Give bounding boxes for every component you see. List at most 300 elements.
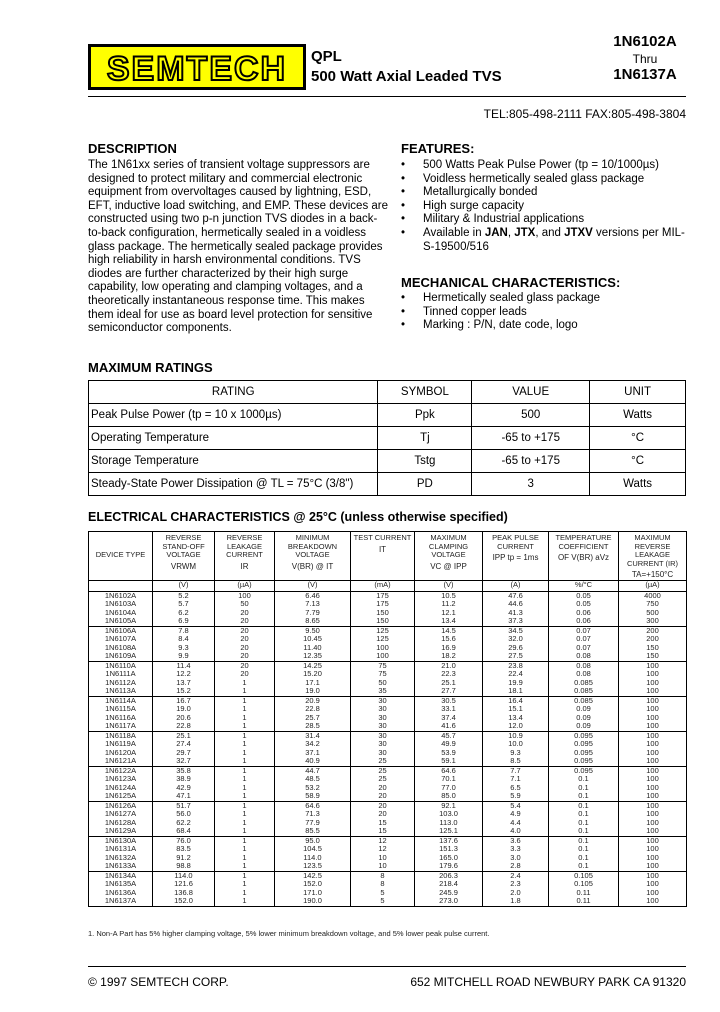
ec-col-label: REVERSE LEAKAGE CURRENT (226, 533, 263, 559)
ec-cell: 41.6 (415, 722, 483, 731)
ec-cell: 35.8 (153, 766, 215, 775)
ec-cell: 1 (215, 679, 275, 688)
ec-col-symbol: IT (378, 544, 387, 554)
ec-cell: 100 (619, 775, 687, 784)
ec-cell: 0.06 (549, 617, 619, 626)
ec-cell: 10.5 (415, 591, 483, 600)
ec-cell: 1 (215, 871, 275, 880)
ec-cell: 152.0 (153, 897, 215, 906)
ec-cell: 100 (215, 591, 275, 600)
ec-cell: 20 (351, 801, 415, 810)
table-row (89, 427, 686, 450)
ec-cell: 175 (351, 591, 415, 600)
ec-cell: 28.5 (275, 722, 351, 731)
ec-cell: 8.65 (275, 617, 351, 626)
ec-cell: 0.1 (549, 854, 619, 863)
ec-cell: 206.3 (415, 871, 483, 880)
ec-cell: 1N6103A (89, 600, 153, 609)
ec-cell: 1N6131A (89, 845, 153, 854)
ec-cell: 1N6111A (89, 670, 153, 679)
ec-cell: 12.1 (415, 609, 483, 618)
ec-cell: 62.2 (153, 819, 215, 828)
ec-cell: 1N6121A (89, 757, 153, 766)
ec-cell: 20 (351, 810, 415, 819)
value-cell: -65 to +175 (472, 450, 590, 473)
ec-cell: 1N6110A (89, 661, 153, 670)
ec-unit-cell (89, 580, 153, 591)
feature-item: • Military & Industrial applications (401, 213, 691, 227)
mechanical-item: • Marking : P/N, date code, logo (401, 319, 691, 333)
ec-cell: 40.9 (275, 757, 351, 766)
ec-cell: 0.1 (549, 827, 619, 836)
ec-cell: 30 (351, 749, 415, 758)
ec-cell: 56.0 (153, 810, 215, 819)
ec-cell: 27.5 (483, 652, 549, 661)
ec-cell: 500 (619, 609, 687, 618)
ec-cell: 0.095 (549, 757, 619, 766)
ec-cell: 7.79 (275, 609, 351, 618)
ec-cell: 2.8 (483, 862, 549, 871)
qual-sep1: , (507, 226, 515, 239)
ec-cell: 25 (351, 775, 415, 784)
ec-cell: 32.7 (153, 757, 215, 766)
ec-cell: 0.105 (549, 871, 619, 880)
ec-cell: 100 (619, 897, 687, 906)
ec-cell: 20 (351, 792, 415, 801)
semtech-logo (88, 44, 306, 90)
ec-cell: 47.6 (483, 591, 549, 600)
ec-cell: 1N6137A (89, 897, 153, 906)
ec-cell: 0.085 (549, 679, 619, 688)
ec-cell: 2.4 (483, 871, 549, 880)
features-list (401, 159, 691, 254)
ec-cell: 20 (215, 661, 275, 670)
ec-cell: 75 (351, 661, 415, 670)
ec-cell: 1 (215, 722, 275, 731)
ec-cell: 100 (619, 731, 687, 740)
ec-cell: 100 (619, 714, 687, 723)
ec-cell: 1N6132A (89, 854, 153, 863)
ec-cell: 1N6135A (89, 880, 153, 889)
ec-cell: 5.4 (483, 801, 549, 810)
ec-cell: 0.11 (549, 897, 619, 906)
ec-cell: 100 (619, 827, 687, 836)
ec-cell: 38.9 (153, 775, 215, 784)
ec-cell: 100 (619, 792, 687, 801)
col-header-rating: RATING (89, 381, 378, 404)
ec-cell: 0.09 (549, 705, 619, 714)
ec-cell: 11.40 (275, 644, 351, 653)
ec-col-label: DEVICE TYPE (95, 550, 146, 559)
rating-cell: Peak Pulse Power (tp = 10 x 1000µs) (89, 404, 378, 427)
ec-cell: 0.07 (549, 635, 619, 644)
ec-cell: 30 (351, 731, 415, 740)
features-title: FEATURES: (401, 141, 475, 156)
ec-cell: 0.06 (549, 609, 619, 618)
ec-cell: 3.0 (483, 854, 549, 863)
table-row (89, 687, 687, 696)
contact-line: TEL:805-498-2111 FAX:805-498-3804 (483, 107, 686, 121)
ec-cell: 8 (351, 871, 415, 880)
col-header-value: VALUE (472, 381, 590, 404)
ec-col-symbol: TA=+150°C (631, 570, 674, 579)
ec-cell: 6.5 (483, 784, 549, 793)
ec-cell: 1N6134A (89, 871, 153, 880)
ec-cell: 13.4 (483, 714, 549, 723)
ec-cell: 750 (619, 600, 687, 609)
ec-cell: 0.08 (549, 670, 619, 679)
ec-cell: 1N6127A (89, 810, 153, 819)
col-header-unit: UNIT (590, 381, 686, 404)
ec-cell: 103.0 (415, 810, 483, 819)
ec-cell: 1 (215, 897, 275, 906)
symbol-cell: Tstg (378, 450, 472, 473)
ec-cell: 27.7 (415, 687, 483, 696)
ec-cell: 22.8 (153, 722, 215, 731)
value-cell: 3 (472, 473, 590, 496)
ec-cell: 150 (619, 652, 687, 661)
ec-cell: 1 (215, 836, 275, 845)
rating-cell: Steady-State Power Dissipation @ TL = 75°C (3/8") (89, 473, 378, 496)
ec-cell: 16.9 (415, 644, 483, 653)
ec-cell: 100 (619, 862, 687, 871)
ec-unit-cell: (µA) (215, 580, 275, 591)
ec-cell: 5 (351, 897, 415, 906)
ec-col-symbol: OF V(BR) aVz (557, 553, 610, 562)
ec-col-header (415, 532, 483, 581)
ec-cell: 165.0 (415, 854, 483, 863)
ec-cell: 20 (215, 626, 275, 635)
ec-cell: 68.4 (153, 827, 215, 836)
part-number-to: 1N6137A (613, 66, 677, 83)
ec-cell: 83.5 (153, 845, 215, 854)
ec-cell: 100 (619, 871, 687, 880)
ec-cell: 151.3 (415, 845, 483, 854)
ec-cell: 37.4 (415, 714, 483, 723)
ec-cell: 10.9 (483, 731, 549, 740)
ec-cell: 15.6 (415, 635, 483, 644)
ec-cell: 200 (619, 626, 687, 635)
ec-col-symbol: V(BR) @ IT (291, 561, 334, 571)
ec-cell: 10.45 (275, 635, 351, 644)
ec-cell: 23.8 (483, 661, 549, 670)
ec-cell: 100 (619, 757, 687, 766)
header-qpl: QPL (311, 48, 342, 65)
electrical-title: ELECTRICAL CHARACTERISTICS @ 25°C (unless otherwise specified) (88, 510, 508, 524)
ec-cell: 100 (619, 722, 687, 731)
ec-cell: 1N6106A (89, 626, 153, 635)
ec-cell: 12 (351, 845, 415, 854)
ec-cell: 77.0 (415, 784, 483, 793)
ec-cell: 121.6 (153, 880, 215, 889)
ec-cell: 0.1 (549, 801, 619, 810)
ec-cell: 125 (351, 635, 415, 644)
ec-cell: 91.2 (153, 854, 215, 863)
ec-unit-cell: (V) (415, 580, 483, 591)
ec-cell: 0.05 (549, 591, 619, 600)
ec-cell: 1 (215, 792, 275, 801)
ec-cell: 137.6 (415, 836, 483, 845)
ec-cell: 1N6115A (89, 705, 153, 714)
ec-cell: 0.085 (549, 696, 619, 705)
ec-cell: 1N6105A (89, 617, 153, 626)
ec-cell: 100 (619, 889, 687, 898)
ec-cell: 1N6136A (89, 889, 153, 898)
ec-cell: 7.1 (483, 775, 549, 784)
ec-cell: 114.0 (153, 871, 215, 880)
mechanical-list (401, 292, 691, 333)
ec-cell: 20.9 (275, 696, 351, 705)
ec-cell: 9.3 (153, 644, 215, 653)
ec-col-label: TEST CURRENT (353, 533, 412, 542)
ec-unit-cell: (A) (483, 580, 549, 591)
ec-cell: 14.25 (275, 661, 351, 670)
ec-cell: 1N6113A (89, 687, 153, 696)
ec-col-header (153, 532, 215, 581)
feature-item: • Metallurgically bonded (401, 186, 691, 200)
ec-cell: 300 (619, 617, 687, 626)
ec-cell: 1 (215, 810, 275, 819)
ec-cell: 273.0 (415, 897, 483, 906)
ec-cell: 42.9 (153, 784, 215, 793)
ec-cell: 12.2 (153, 670, 215, 679)
ec-units-row (89, 580, 687, 591)
ec-cell: 1 (215, 740, 275, 749)
ec-cell: 113.0 (415, 819, 483, 828)
ec-cell: 142.5 (275, 871, 351, 880)
ec-cell: 3.3 (483, 845, 549, 854)
ec-cell: 19.0 (275, 687, 351, 696)
ec-cell: 0.095 (549, 766, 619, 775)
ec-cell: 1 (215, 696, 275, 705)
ec-col-label: REVERSE STAND-OFF VOLTAGE (162, 533, 205, 559)
ec-unit-cell: %/°C (549, 580, 619, 591)
ec-cell: 1 (215, 775, 275, 784)
table-row (89, 450, 686, 473)
ec-cell: 32.0 (483, 635, 549, 644)
ec-cell: 5.7 (153, 600, 215, 609)
ec-cell: 100 (619, 696, 687, 705)
ec-cell: 50 (351, 679, 415, 688)
ec-cell: 8 (351, 880, 415, 889)
feature-item-qualification (401, 227, 691, 254)
description-text (88, 159, 388, 336)
ec-cell: 150 (351, 609, 415, 618)
ec-cell: 171.0 (275, 889, 351, 898)
mechanical-item: • Hermetically sealed glass package (401, 292, 691, 306)
ec-cell: 1 (215, 749, 275, 758)
ec-cell: 1 (215, 766, 275, 775)
ec-cell: 100 (619, 687, 687, 696)
ec-cell: 53.9 (415, 749, 483, 758)
ec-cell: 1N6122A (89, 766, 153, 775)
table-row (89, 757, 687, 766)
ec-cell: 150 (619, 644, 687, 653)
part-number-from: 1N6102A (613, 33, 677, 50)
ec-cell: 1N6125A (89, 792, 153, 801)
qual-sep2: , and (535, 226, 565, 239)
ec-cell: 0.1 (549, 784, 619, 793)
ec-cell: 20 (215, 609, 275, 618)
ec-cell: 20 (351, 784, 415, 793)
ec-cell: 25 (351, 766, 415, 775)
ec-cell: 1 (215, 880, 275, 889)
ec-cell: 1N6119A (89, 740, 153, 749)
ec-cell: 70.1 (415, 775, 483, 784)
ec-cell: 50 (215, 600, 275, 609)
ec-cell: 1 (215, 705, 275, 714)
ec-cell: 104.5 (275, 845, 351, 854)
feature-item: • High surge capacity (401, 200, 691, 214)
table-row (89, 792, 687, 801)
ec-cell: 20 (215, 635, 275, 644)
ec-cell: 59.1 (415, 757, 483, 766)
ec-cell: 9.3 (483, 749, 549, 758)
ec-cell: 34.5 (483, 626, 549, 635)
ec-cell: 98.8 (153, 862, 215, 871)
description-paragraph: The 1N61xx series of transient voltage suppressors are designed to protect military and commercial electronic equipment from overvoltages caused by lightning, ESD, EFT, inductive load switching, and EMP. These devices are constructed using two p-n junction TVS diodes in a back-to-back configuration, hermetically sealed in a voidless glass package. The hermetically sealed package provides high reliability in harsh environmental conditions. TVS diodes are further characterized by their high surge capability, low operating and clamping voltages, and a theoretically instantaneous response time. This makes them ideal for use as board level protection for sensitive semiconductor components. (88, 159, 389, 335)
ec-cell: 200 (619, 635, 687, 644)
mechanical-item: • Tinned copper leads (401, 306, 691, 320)
ec-cell: 100 (619, 705, 687, 714)
value-cell: 500 (472, 404, 590, 427)
ec-col-label: MAXIMUM CLAMPING VOLTAGE (428, 533, 469, 559)
ec-cell: 8.4 (153, 635, 215, 644)
ec-cell: 1N6117A (89, 722, 153, 731)
ec-unit-cell: (µA) (619, 580, 687, 591)
ec-cell: 1 (215, 757, 275, 766)
symbol-cell: Ppk (378, 404, 472, 427)
ec-cell: 11.4 (153, 661, 215, 670)
ec-cell: 100 (619, 880, 687, 889)
electrical-table (88, 531, 687, 907)
ec-cell: 0.1 (549, 836, 619, 845)
electrical-header-row (89, 532, 687, 581)
ec-cell: 92.1 (415, 801, 483, 810)
part-number-thru: Thru (632, 52, 658, 66)
ec-cell: 0.05 (549, 600, 619, 609)
ec-cell: 17.1 (275, 679, 351, 688)
table-row (89, 652, 687, 661)
ec-cell: 1N6133A (89, 862, 153, 871)
ec-cell: 136.8 (153, 889, 215, 898)
ec-col-symbol: VRWM (170, 561, 197, 571)
rating-cell: Operating Temperature (89, 427, 378, 450)
ec-cell: 1N6123A (89, 775, 153, 784)
ec-cell: 5 (351, 889, 415, 898)
ec-cell: 76.0 (153, 836, 215, 845)
ec-cell: 1N6109A (89, 652, 153, 661)
ec-cell: 30 (351, 696, 415, 705)
ec-cell: 7.13 (275, 600, 351, 609)
ec-cell: 48.5 (275, 775, 351, 784)
ec-cell: 2.0 (483, 889, 549, 898)
ec-cell: 1N6128A (89, 819, 153, 828)
unit-cell: Watts (590, 404, 686, 427)
ec-cell: 85.5 (275, 827, 351, 836)
ec-col-symbol: IR (240, 561, 249, 571)
ec-cell: 1 (215, 731, 275, 740)
symbol-cell: PD (378, 473, 472, 496)
ec-cell: 1 (215, 714, 275, 723)
ec-cell: 22.8 (275, 705, 351, 714)
ec-cell: 20 (215, 617, 275, 626)
ec-col-symbol: IPP tp = 1ms (492, 553, 539, 562)
ec-cell: 71.3 (275, 810, 351, 819)
ec-cell: 18.2 (415, 652, 483, 661)
ec-cell: 30.5 (415, 696, 483, 705)
ec-cell: 100 (619, 784, 687, 793)
company-address: 652 MITCHELL ROAD NEWBURY PARK CA 91320 (410, 975, 686, 989)
ec-cell: 16.4 (483, 696, 549, 705)
ec-cell: 7.8 (153, 626, 215, 635)
ec-cell: 1N6118A (89, 731, 153, 740)
ec-cell: 10 (351, 862, 415, 871)
table-footnote: 1. Non-A Part has 5% higher clamping voltage, 5% lower minimum breakdown voltage, and 5% lower peak pulse current. (88, 929, 490, 938)
ec-cell: 1N6130A (89, 836, 153, 845)
ec-cell: 64.6 (275, 801, 351, 810)
footer-rule (88, 966, 686, 967)
ec-cell: 22.3 (415, 670, 483, 679)
ec-cell: 5.2 (153, 591, 215, 600)
ec-cell: 4.0 (483, 827, 549, 836)
ec-cell: 6.9 (153, 617, 215, 626)
ec-cell: 10 (351, 854, 415, 863)
ec-cell: 100 (351, 652, 415, 661)
ec-cell: 16.7 (153, 696, 215, 705)
ec-cell: 12.0 (483, 722, 549, 731)
max-ratings-title: MAXIMUM RATINGS (88, 360, 213, 375)
ec-cell: 0.1 (549, 819, 619, 828)
qual-prefix: Available in (423, 226, 485, 239)
ec-col-header (483, 532, 549, 581)
ec-cell: 1 (215, 819, 275, 828)
ec-cell: 0.11 (549, 889, 619, 898)
ec-col-header (549, 532, 619, 581)
ec-col-header (89, 532, 153, 581)
feature-item: • Voidless hermetically sealed glass package (401, 173, 691, 187)
value-cell: -65 to +175 (472, 427, 590, 450)
table-row (89, 617, 687, 626)
ec-cell: 5.9 (483, 792, 549, 801)
electrical-body (89, 580, 687, 906)
ec-cell: 21.0 (415, 661, 483, 670)
ec-cell: 100 (351, 644, 415, 653)
ec-cell: 0.08 (549, 661, 619, 670)
ec-cell: 30 (351, 740, 415, 749)
ec-cell: 9.50 (275, 626, 351, 635)
ec-cell: 51.7 (153, 801, 215, 810)
ec-cell: 245.9 (415, 889, 483, 898)
ec-cell: 20 (215, 670, 275, 679)
ec-cell: 30 (351, 722, 415, 731)
ec-cell: 7.7 (483, 766, 549, 775)
ec-cell: 0.095 (549, 749, 619, 758)
ec-cell: 0.1 (549, 845, 619, 854)
ec-cell: 20 (215, 644, 275, 653)
ec-cell: 27.4 (153, 740, 215, 749)
ec-cell: 218.4 (415, 880, 483, 889)
max-ratings-header-row (89, 381, 686, 404)
ec-cell: 25.7 (275, 714, 351, 723)
ec-cell: 4000 (619, 591, 687, 600)
ec-cell: 13.4 (415, 617, 483, 626)
ec-cell: 100 (619, 801, 687, 810)
ec-cell: 0.085 (549, 687, 619, 696)
ec-cell: 30 (351, 714, 415, 723)
ec-cell: 1N6124A (89, 784, 153, 793)
ec-cell: 1N6129A (89, 827, 153, 836)
